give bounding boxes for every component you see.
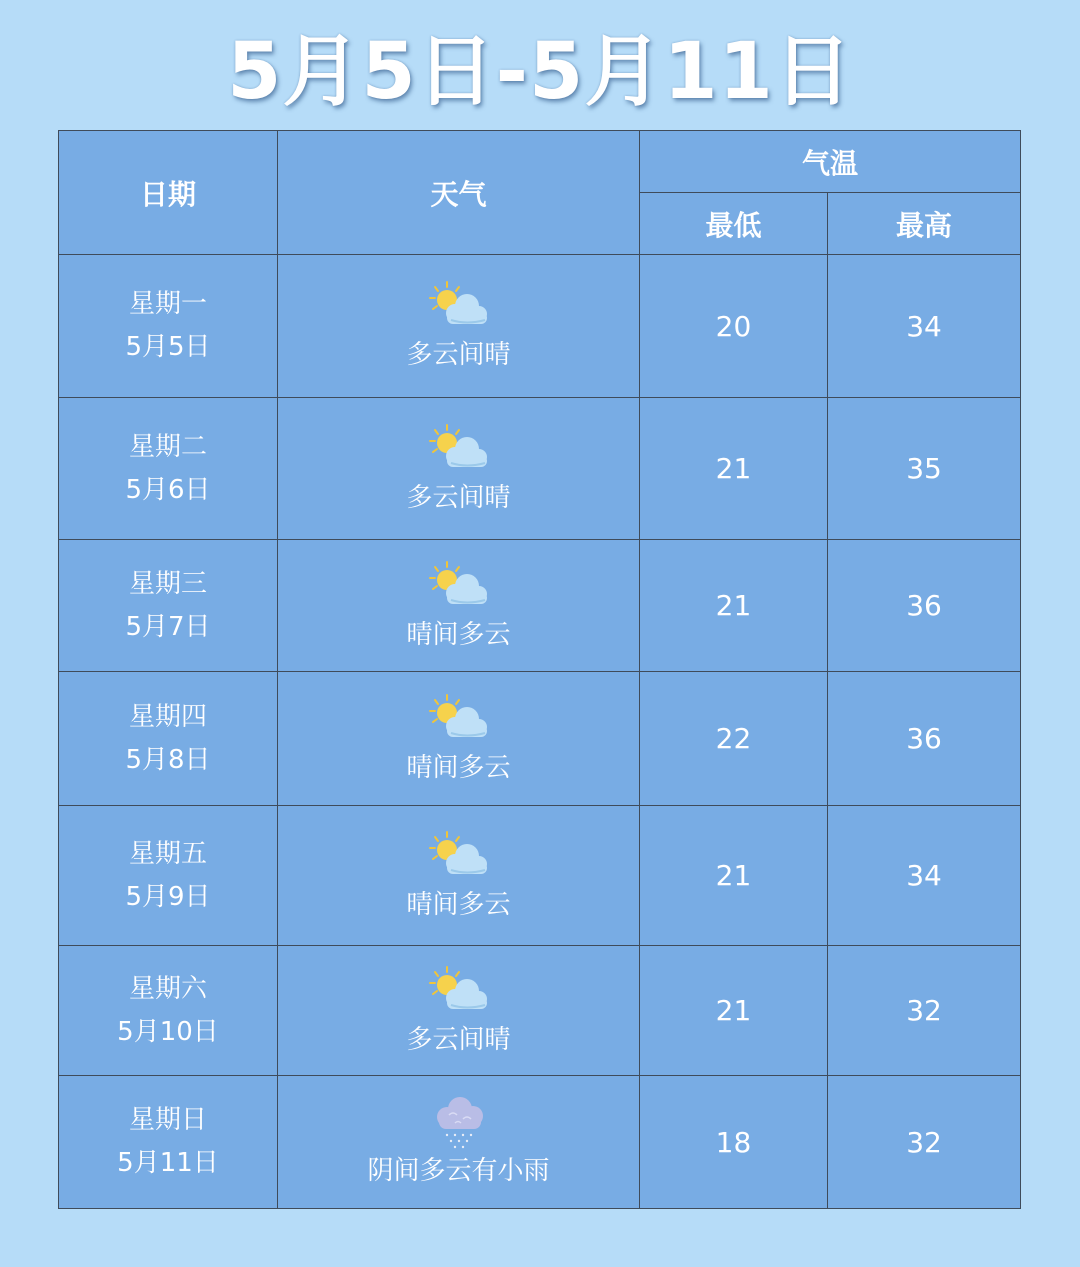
high-temp-cell: 35: [828, 398, 1021, 540]
date-label: 5月11日: [117, 1148, 219, 1178]
forecast-table: [58, 130, 1021, 1209]
table-row: [59, 946, 1021, 1076]
date-cell: [59, 672, 278, 806]
weather-cell: [278, 1076, 640, 1209]
date-cell: [59, 1076, 278, 1209]
table-row: [59, 672, 1021, 806]
weather-cell: [278, 398, 640, 540]
weekday-label: 星期一: [128, 289, 207, 319]
table-row: [59, 1076, 1021, 1209]
table-row: [59, 398, 1021, 540]
light-rain-icon: [427, 1095, 491, 1151]
table-row: [59, 806, 1021, 946]
weather-label: 阴间多云有小雨: [367, 1156, 550, 1186]
partly-cloudy-icon: [427, 829, 491, 885]
forecast-body: [59, 255, 1021, 1209]
date-cell: [59, 946, 278, 1076]
weather-label: 多云间晴: [406, 482, 511, 513]
partly-cloudy-icon: [427, 964, 491, 1020]
weekday-label: 星期五: [128, 838, 207, 869]
table-row: [59, 540, 1021, 672]
date-cell: [59, 540, 278, 672]
weather-label: 多云间晴: [406, 340, 511, 370]
weather-cell: [278, 806, 640, 946]
high-temp-cell: 34: [828, 806, 1021, 946]
partly-cloudy-icon: [427, 559, 491, 615]
date-label: 5月10日: [117, 1016, 219, 1047]
date-label: 5月7日: [125, 611, 211, 642]
header-date: 日期: [59, 131, 278, 255]
weather-cell: [278, 540, 640, 672]
date-label: 5月8日: [125, 744, 211, 775]
weekday-label: 星期日: [128, 1105, 207, 1135]
high-temp-cell: 36: [828, 540, 1021, 672]
weather-label: 晴间多云: [406, 619, 511, 650]
weekday-label: 星期三: [128, 568, 207, 599]
weather-cell: [278, 946, 640, 1076]
low-temp-cell: 21: [640, 806, 828, 946]
date-label: 5月5日: [125, 332, 211, 362]
low-temp-cell: 21: [640, 946, 828, 1076]
weekday-label: 星期四: [128, 701, 207, 732]
low-temp-cell: 21: [640, 540, 828, 672]
weather-cell: [278, 672, 640, 806]
weekday-label: 星期六: [128, 973, 207, 1004]
header-weather: 天气: [278, 131, 640, 255]
date-cell: [59, 806, 278, 946]
date-label: 5月9日: [125, 881, 211, 912]
weekday-label: 星期二: [128, 431, 207, 462]
date-cell: [59, 398, 278, 540]
header-temperature: 气温: [640, 131, 1021, 193]
page-title: 5月5日-5月11日: [227, 27, 853, 117]
low-temp-cell: 20: [640, 255, 828, 398]
high-temp-cell: 36: [828, 672, 1021, 806]
weather-label: 晴间多云: [406, 752, 511, 783]
date-cell: [59, 255, 278, 398]
high-temp-cell: 34: [828, 255, 1021, 398]
partly-cloudy-icon: [427, 279, 491, 335]
date-label: 5月6日: [125, 474, 211, 505]
weather-label: 多云间晴: [406, 1024, 511, 1055]
low-temp-cell: 21: [640, 398, 828, 540]
low-temp-cell: 22: [640, 672, 828, 806]
partly-cloudy-icon: [427, 692, 491, 748]
weather-cell: [278, 255, 640, 398]
low-temp-cell: 18: [640, 1076, 828, 1209]
weather-label: 晴间多云: [406, 889, 511, 920]
header-low: 最低: [640, 193, 828, 255]
table-row: [59, 255, 1021, 398]
header-high: 最高: [828, 193, 1021, 255]
partly-cloudy-icon: [427, 422, 491, 478]
high-temp-cell: 32: [828, 1076, 1021, 1209]
high-temp-cell: 32: [828, 946, 1021, 1076]
